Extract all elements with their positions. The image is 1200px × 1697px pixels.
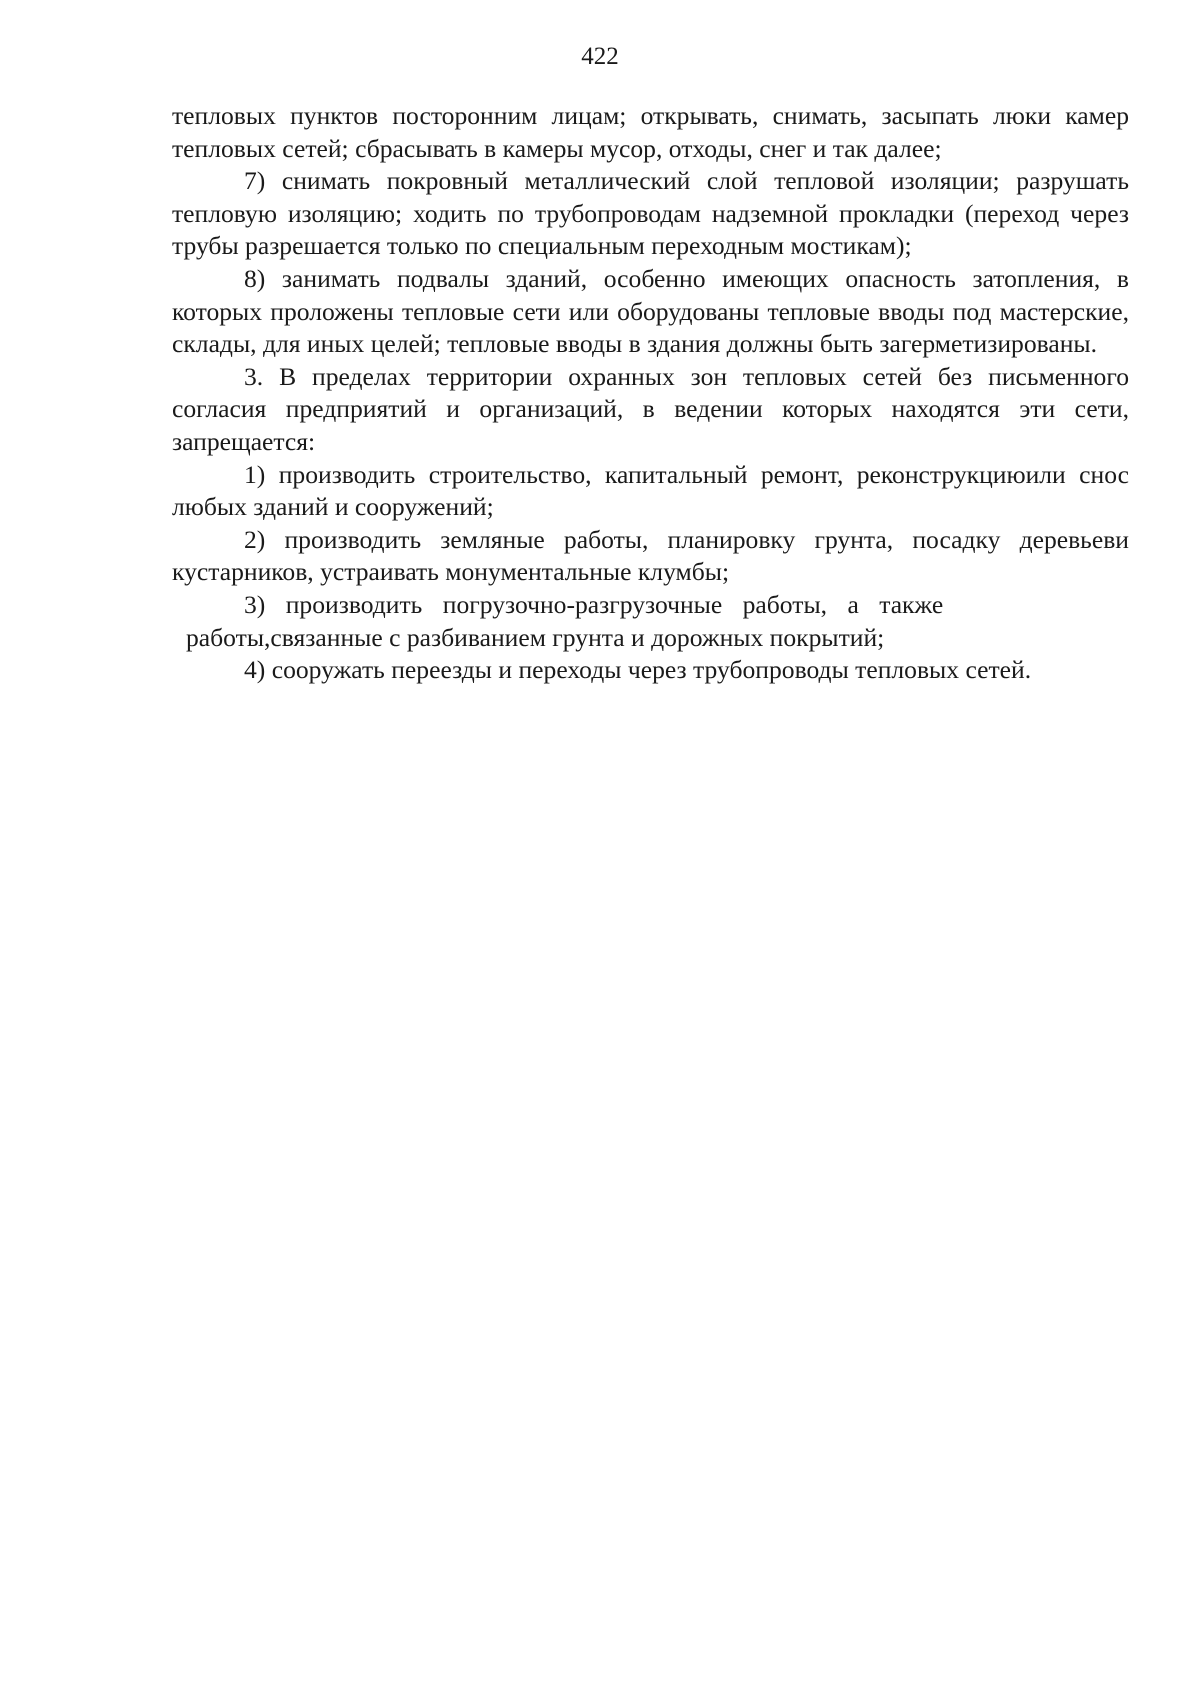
list-item-2: 2) производить земляные работы, планировку грунта, посадку деревьеви кустарников, устраивать монументальные клумбы; — [172, 524, 1129, 587]
list-item-8: 8) занимать подвалы зданий, особенно имеющих опасность затопления, в которых проложены тепловые сети или оборудованы тепловые вводы под мастерские, склады, для иных целей; тепловые вводы в здания должны быть загерметизированы. — [172, 263, 1129, 359]
list-item-3-continuation: работы,связанные с разбиванием грунта и дорожных покрытий; — [186, 622, 885, 652]
list-item-7: 7) снимать покровный металлический слой тепловой изоляции; разрушать тепловую изоляцию; ходить по трубопроводам надземной прокладки (переход через трубы разрешается только по специальным переходным мостикам); — [172, 166, 1129, 261]
page-number: 422 — [581, 43, 619, 70]
clause-3: 3. В пределах территории охранных зон тепловых сетей без письменного согласия предприятий и организаций, в ведении которых находятся эти сети, запрещается: — [172, 361, 1129, 456]
list-item-1: 1) производить строительство, капитальный ремонт, реконструкциюили снос любых зданий и сооружений; — [172, 459, 1129, 522]
list-item-4: 4) сооружать переезды и переходы через трубопроводы тепловых сетей. — [244, 655, 1032, 685]
list-item-3: 3) производить погрузочно-разгрузочные работы, а также — [244, 589, 944, 619]
document-body — [172, 100, 1129, 687]
paragraph-continuation: тепловых пунктов посторонним лицам; открывать, снимать, засыпать люки камер тепловых сетей; сбрасывать в камеры мусор, отходы, снег и так далее; — [172, 101, 1129, 163]
